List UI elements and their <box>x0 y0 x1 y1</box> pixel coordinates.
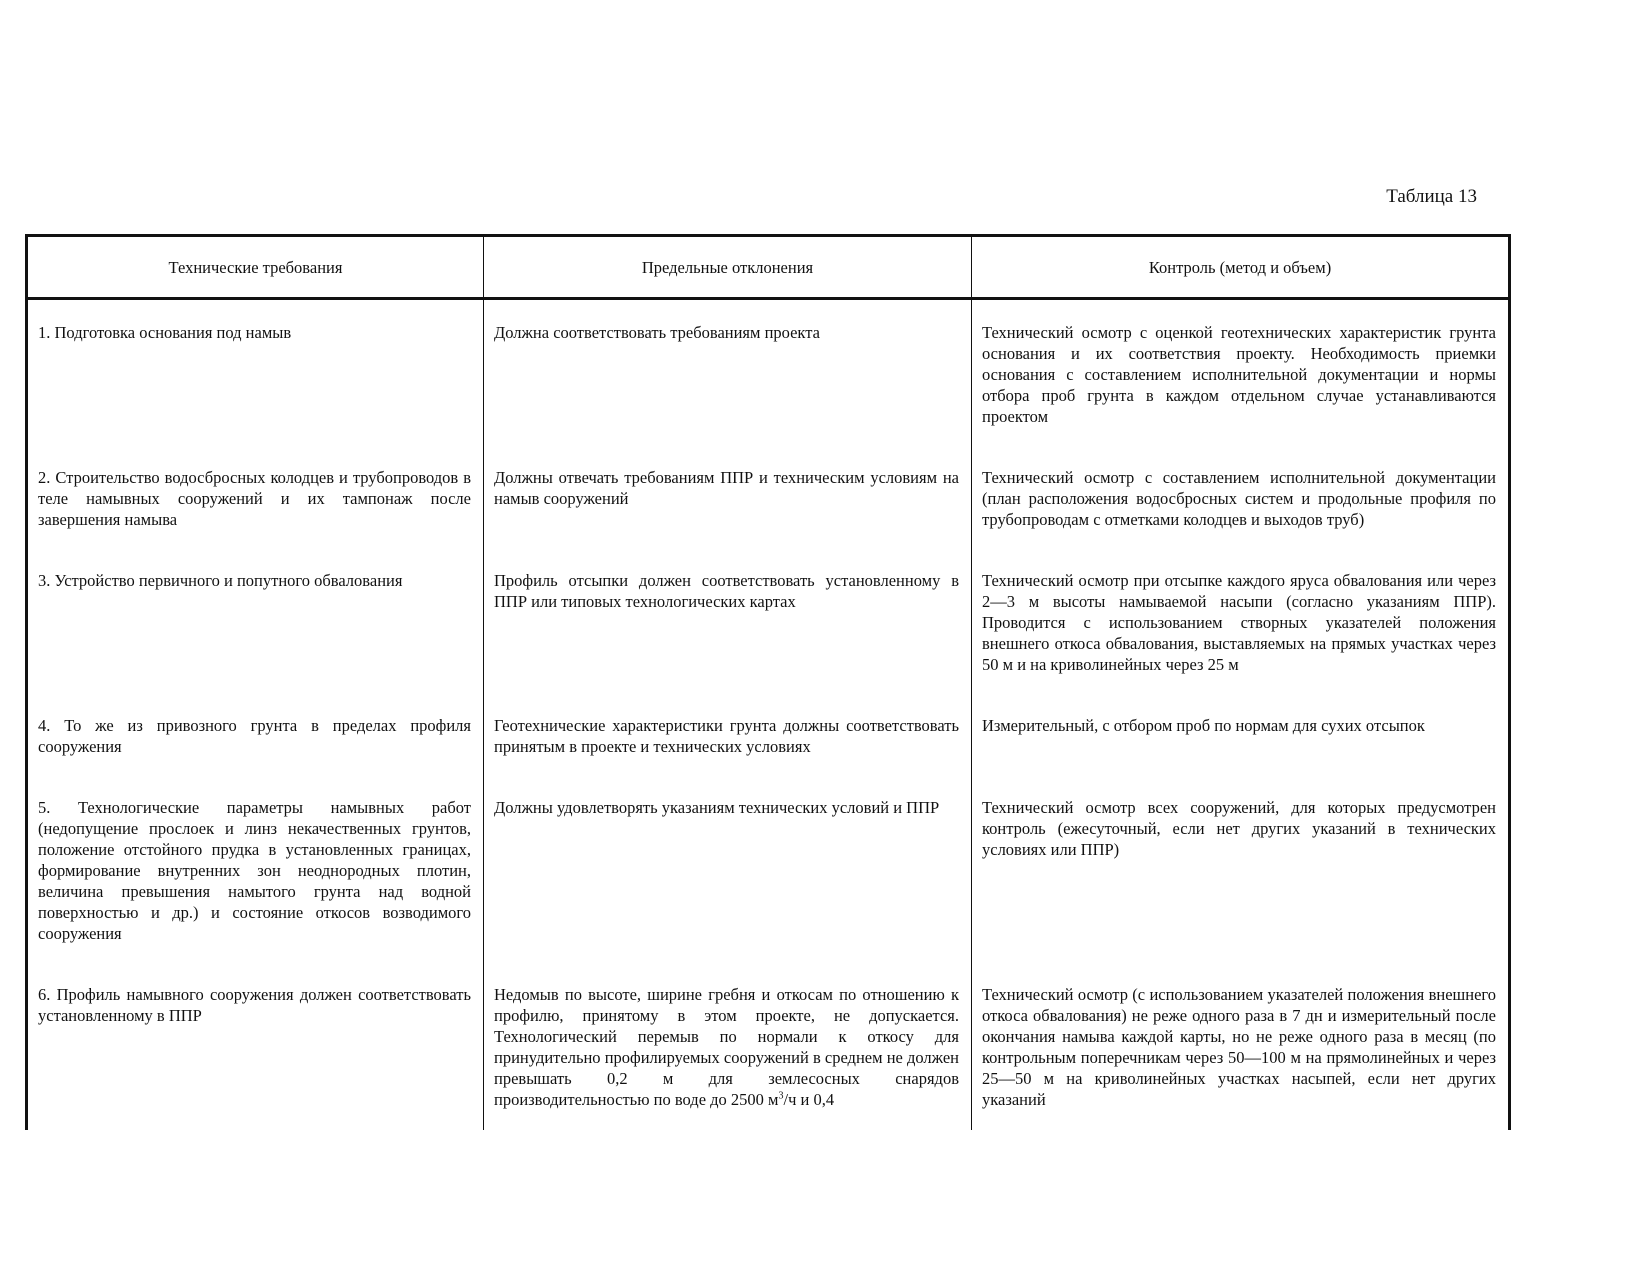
deviation-cell: Профиль отсыпки должен соответствовать установленному в ППР или типовых технологических картах <box>484 550 972 695</box>
requirement-cell: 3. Устройство первичного и попутного обвалования <box>27 550 484 695</box>
table-row <box>27 695 1510 777</box>
requirements-table-wrapper <box>25 234 1508 1109</box>
control-cell: Технический осмотр всех сооружений, для которых предусмотрен контроль (ежесуточный, если нет других указаний в технических условиях или ППР) <box>972 777 1510 964</box>
header-limit-deviations: Предельные отклонения <box>484 236 972 299</box>
table-row <box>27 777 1510 964</box>
requirements-table <box>25 234 1511 1130</box>
header-control-method: Контроль (метод и объем) <box>972 236 1510 299</box>
table-row <box>27 447 1510 550</box>
deviation-cell: Геотехнические характеристики грунта должны соответствовать принятым в проекте и технических условиях <box>484 695 972 777</box>
table-row <box>27 964 1510 1130</box>
control-cell: Технический осмотр (с использованием указателей положения внешнего откоса обвалования) не реже одного раза в 7 дн и измерительный после окончания намыва каждой карты, но не реже одного раза в месяц (по контрольным поперечникам через 50—100 м на прямолинейных и через 25—50 м на криволинейных участках насыпей, если нет других указаний <box>972 964 1510 1130</box>
table-row <box>27 550 1510 695</box>
deviation-cell: Должна соответствовать требованиям проекта <box>484 299 972 448</box>
control-cell: Технический осмотр с составлением исполнительной документации (план расположения водосбросных систем и продольные профиля по трубопроводам с отметками колодцев и выходов труб) <box>972 447 1510 550</box>
deviation-cell: Должны удовлетворять указаниям технических условий и ППР <box>484 777 972 964</box>
requirement-cell: 1. Подготовка основания под намыв <box>27 299 484 448</box>
deviation-text: Недомыв по высоте, ширине гребня и откосам по отношению к профилю, принятому в этом проекте, не допускается. Технологический перемыв по нормали к откосу для принудительно профилируемых сооружений в среднем не должен превышать 0,2 м для землесосных снарядов производительностью по воде до 2500 м <box>494 985 959 1109</box>
table-header-row <box>27 236 1510 299</box>
control-cell: Измерительный, с отбором проб по нормам для сухих отсыпок <box>972 695 1510 777</box>
table-caption: Таблица 13 <box>1386 186 1477 207</box>
superscript-exponent: 3 <box>778 1090 784 1102</box>
header-technical-requirements: Технические требования <box>27 236 484 299</box>
requirement-cell: 5. Технологические параметры намывных работ (недопущение прослоек и линз некачественных грунтов, положение отстойного прудка в установленных границах, формирование внутренних зон неоднородных плотин, величина превышения намытого грунта над водной поверхностью и др.) и состояние откосов возводимого сооружения <box>27 777 484 964</box>
control-cell: Технический осмотр с оценкой геотехнических характеристик грунта основания и их соответствия проекту. Необходимость приемки основания с составлением исполнительной документации и нормы отбора проб грунта в каждом отдельном случае устанавливаются проектом <box>972 299 1510 448</box>
deviation-cell: Должны отвечать требованиям ППР и техническим условиям на намыв сооружений <box>484 447 972 550</box>
requirement-cell: 2. Строительство водосбросных колодцев и трубопроводов в теле намывных сооружений и их тампонаж после завершения намыва <box>27 447 484 550</box>
requirement-cell: 6. Профиль намывного сооружения должен соответствовать установленному в ППР <box>27 964 484 1130</box>
requirement-cell: 4. То же из привозного грунта в пределах профиля сооружения <box>27 695 484 777</box>
control-cell: Технический осмотр при отсыпке каждого яруса обвалования или через 2—3 м высоты намываемой насыпи (согласно указаниям ППР). Проводится с использованием створных указателей положения внешнего откоса обвалования, выставляемых на прямых участках через 50 м и на криволинейных через 25 м <box>972 550 1510 695</box>
deviation-text-tail: /ч и 0,4 <box>783 1090 835 1109</box>
deviation-cell <box>484 964 972 1130</box>
table-row <box>27 299 1510 448</box>
